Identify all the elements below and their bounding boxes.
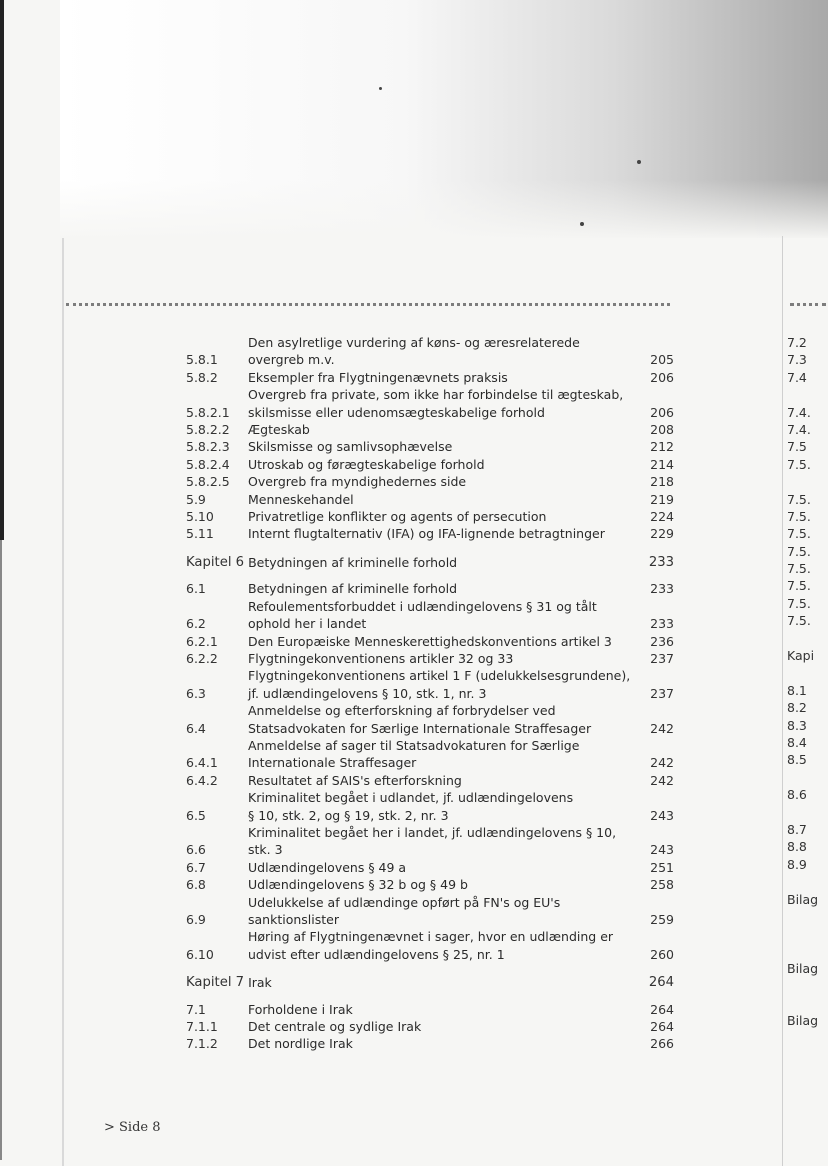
toc-title-line: Internationale Straffesager <box>248 755 417 771</box>
toc-section-title <box>248 525 646 542</box>
toc-entry <box>186 789 674 824</box>
toc-section-title <box>248 491 646 508</box>
toc-title-line: Ægteskab <box>248 422 310 438</box>
toc-entry <box>186 667 674 702</box>
toc-section-title <box>248 386 646 421</box>
facing-page-fragment <box>787 386 828 403</box>
facing-page-fragment: Kapi <box>787 648 815 664</box>
toc-page-number: 242 <box>650 755 674 771</box>
toc-title-line: Irak <box>248 975 272 991</box>
facing-page-fragment: 8.4 <box>787 734 807 750</box>
facing-page-fragment: 7.2 <box>787 335 807 350</box>
toc-section-number: 6.3 <box>186 685 206 701</box>
toc-entry <box>186 369 674 386</box>
toc-title-line: ophold her i landet <box>248 616 367 632</box>
toc-title-line: Overgreb fra private, som ikke har forbindelse til ægteskab, <box>248 387 624 403</box>
toc-section-title <box>248 456 646 473</box>
facing-page-column <box>787 334 828 1030</box>
toc-page-number: 243 <box>650 842 674 858</box>
facing-page-fragment <box>787 804 828 821</box>
toc-page-number: 259 <box>650 912 674 927</box>
toc-section-title <box>248 508 646 525</box>
facing-page-fragment <box>787 873 828 890</box>
toc-title-line: overgreb m.v. <box>248 352 335 368</box>
toc-section-number: 7.1 <box>186 1001 206 1017</box>
toc-section-title <box>248 598 646 633</box>
toc-section-title <box>248 334 646 369</box>
toc-section-title <box>248 1018 646 1035</box>
toc-entry <box>186 650 674 667</box>
toc-page-number: 219 <box>650 491 674 507</box>
facing-page-fragment: 7.5. <box>787 526 811 542</box>
facing-page-fragment <box>787 473 828 490</box>
facing-page-fragment: 7.5. <box>787 561 811 577</box>
toc-title-line: Refoulementsforbuddet i udlændingelovens § 31 og tålt <box>248 598 597 614</box>
toc-entry <box>186 772 674 789</box>
toc-title-line: jf. udlændingelovens § 10, stk. 1, nr. 3 <box>248 685 487 701</box>
toc-section-title <box>248 824 646 859</box>
toc-section-number: 5.9 <box>186 491 206 507</box>
toc-title-line: Udlændingelovens § 32 b og § 49 b <box>248 877 468 893</box>
toc-page-number: 264 <box>648 975 674 991</box>
toc-page-number: 266 <box>650 1036 674 1052</box>
facing-page-fragment <box>787 977 828 994</box>
scan-shadow-fade <box>60 180 828 240</box>
toc-entry <box>186 438 674 455</box>
toc-entry <box>186 473 674 490</box>
toc-section-title <box>248 1035 646 1052</box>
toc-section-title <box>248 473 646 490</box>
toc-section-number: 7.1.2 <box>186 1036 218 1052</box>
toc-entry <box>186 928 674 963</box>
facing-page-fragment: Bilag <box>787 1013 819 1029</box>
toc-section-number: 5.8.2.1 <box>186 404 230 420</box>
toc-section-title <box>248 1001 646 1018</box>
scan-speck <box>580 222 584 226</box>
toc-section-number: Kapitel 7 <box>186 975 245 991</box>
toc-section-title <box>248 369 646 386</box>
toc-section-title <box>248 737 646 772</box>
toc-page-number: 224 <box>650 509 674 525</box>
toc-section-title <box>248 876 646 893</box>
toc-page-number: 233 <box>648 554 674 570</box>
facing-page-fragment: 8.1 <box>787 682 807 698</box>
toc-title-line: Udlændingelovens § 49 a <box>248 859 407 875</box>
toc-section-title <box>248 772 646 789</box>
facing-page-fragment: 8.7 <box>787 821 807 837</box>
toc-entry <box>186 491 674 508</box>
toc-section-title <box>248 438 646 455</box>
toc-section-title <box>248 702 646 737</box>
toc-title-line: Anmeldelse af sager til Statsadvokaturen for Særlige <box>248 737 580 753</box>
toc-page-number: 206 <box>650 404 674 420</box>
toc-title-line: Udelukkelse af udlændinge opført på FN's og EU's sanktionslister <box>248 894 561 927</box>
facing-page-edge <box>782 236 783 1166</box>
page-edge <box>62 238 64 1166</box>
facing-page-fragment: 7.5. <box>787 543 811 559</box>
toc-entry <box>186 386 674 421</box>
scan-speck <box>637 160 641 164</box>
facing-page-fragment <box>787 995 828 1012</box>
toc-page-number: 237 <box>650 650 674 666</box>
toc-page-number: 260 <box>650 946 674 962</box>
toc-title-line: Overgreb fra myndighedernes side <box>248 474 467 490</box>
facing-page-fragment: 8.9 <box>787 856 807 872</box>
toc-entry <box>186 633 674 650</box>
toc-title-line: Betydningen af kriminelle forhold <box>248 554 458 570</box>
toc-title-line: Høring af Flygtningenævnet i sager, hvor en udlænding er <box>248 929 614 945</box>
toc-entry <box>186 1001 674 1018</box>
facing-page-fragment: 8.3 <box>787 717 807 733</box>
toc-title-line: Kriminalitet begået i udlandet, jf. udlændingelovens <box>248 790 574 806</box>
toc-entry <box>186 1035 674 1052</box>
toc-section-title <box>248 974 646 991</box>
facing-page-fragment <box>787 630 828 647</box>
toc-section-title <box>248 580 646 597</box>
toc-section-title <box>248 633 646 650</box>
toc-section-title <box>248 859 646 876</box>
toc-section-title <box>248 928 646 963</box>
toc-chapter-heading <box>186 554 674 571</box>
facing-page-fragment: 7.4. <box>787 404 811 420</box>
toc-page-number: 233 <box>650 616 674 632</box>
toc-entry <box>186 876 674 893</box>
toc-entry <box>186 421 674 438</box>
toc-entry <box>186 508 674 525</box>
toc-title-line: Utroskab og førægteskabelige forhold <box>248 456 485 472</box>
facing-page-fragment: 8.6 <box>787 787 807 803</box>
toc-entry <box>186 525 674 542</box>
toc-title-line: Internt flugtalternativ (IFA) og IFA-lignende betragtninger <box>248 526 605 542</box>
toc-entry <box>186 894 674 929</box>
toc-section-number: 6.2 <box>186 616 206 632</box>
toc-title-line: Det nordlige Irak <box>248 1036 353 1052</box>
toc-section-number: 6.2.2 <box>186 650 218 666</box>
toc-entry <box>186 1018 674 1035</box>
toc-title-line: Anmeldelse og efterforskning af forbrydelser ved <box>248 703 556 719</box>
toc-page-number: 208 <box>650 422 674 438</box>
toc-page-number: 229 <box>650 526 674 542</box>
toc-page-number: 237 <box>650 685 674 701</box>
toc-title-line: Resultatet af SAIS's efterforskning <box>248 772 462 788</box>
toc-page-number: 212 <box>650 439 674 455</box>
toc-title-line: Skilsmisse og samlivsophævelse <box>248 439 453 455</box>
toc-section-number: 5.11 <box>186 526 214 542</box>
toc-section-number: 6.4.1 <box>186 755 218 771</box>
facing-page-fragment <box>787 769 828 786</box>
toc-section-title <box>248 789 646 824</box>
toc-section-title <box>248 421 646 438</box>
toc-page-number: 243 <box>650 807 674 823</box>
toc-entry <box>186 334 674 369</box>
toc-entry <box>186 456 674 473</box>
toc-title-line: Statsadvokaten for Særlige Internationale Straffesager <box>248 720 592 736</box>
facing-page-fragment: 7.5. <box>787 595 811 611</box>
facing-page-fragment <box>787 943 828 960</box>
facing-page-fragment <box>787 664 828 681</box>
dotted-header-rule <box>66 303 670 306</box>
toc-page-number: 264 <box>650 1019 674 1035</box>
toc-chapter-heading <box>186 974 674 991</box>
toc-entry <box>186 859 674 876</box>
toc-title-line: Flygtningekonventionens artikler 32 og 33 <box>248 650 514 666</box>
facing-page-fragment: 8.8 <box>787 839 807 855</box>
toc-page-number: 218 <box>650 474 674 490</box>
table-of-contents <box>186 334 674 1053</box>
toc-title-line: Den Europæiske Menneskerettighedskonventions artikel 3 <box>248 633 612 649</box>
toc-section-number: 5.8.2.5 <box>186 474 230 490</box>
facing-page-fragment: 7.3 <box>787 352 807 368</box>
scan-left-edge <box>0 0 4 540</box>
facing-page-fragment: 8.5 <box>787 752 807 768</box>
facing-page-fragment: 7.5. <box>787 456 811 472</box>
toc-section-number: 5.8.2.3 <box>186 439 230 455</box>
toc-section-title <box>248 554 646 571</box>
facing-page-fragment: Bilag <box>787 891 819 907</box>
toc-title-line: Menneskehandel <box>248 491 354 507</box>
toc-section-number: 6.2.1 <box>186 633 218 649</box>
toc-section-number: 5.8.1 <box>186 352 218 368</box>
toc-section-number: 6.1 <box>186 581 206 597</box>
toc-section-number: Kapitel 6 <box>186 554 245 570</box>
scan-speck <box>379 87 382 90</box>
toc-title-line: Forholdene i Irak <box>248 1001 353 1017</box>
toc-page-number: 242 <box>650 772 674 788</box>
toc-title-line: Betydningen af kriminelle forhold <box>248 581 458 597</box>
toc-entry <box>186 702 674 737</box>
toc-title-line: Kriminalitet begået her i landet, jf. udlændingelovens § 10, stk. 3 <box>248 824 617 858</box>
dotted-header-rule-right <box>790 303 826 306</box>
toc-title-line: § 10, stk. 2, og § 19, stk. 2, nr. 3 <box>248 807 449 823</box>
toc-title-line: Eksempler fra Flygtningenævnets praksis <box>248 369 508 385</box>
toc-section-title <box>248 894 646 929</box>
toc-section-number: 5.10 <box>186 509 214 525</box>
toc-section-number: 5.8.2 <box>186 369 218 385</box>
toc-page-number: 251 <box>650 859 674 875</box>
toc-entry <box>186 598 674 633</box>
toc-section-title <box>248 650 646 667</box>
toc-section-number: 6.4.2 <box>186 772 218 788</box>
toc-section-number: 6.6 <box>186 842 206 858</box>
toc-section-number: 6.9 <box>186 912 206 927</box>
scan-left-edge-lower <box>0 540 2 1160</box>
toc-section-title <box>248 667 646 702</box>
facing-page-fragment <box>787 925 828 942</box>
toc-page-number: 242 <box>650 720 674 736</box>
toc-section-number: 5.8.2.2 <box>186 422 230 438</box>
toc-page-number: 214 <box>650 456 674 472</box>
toc-title-line: Flygtningekonventionens artikel 1 F (udelukkelsesgrundene), <box>248 668 631 684</box>
facing-page-fragment: 7.5. <box>787 578 811 594</box>
toc-section-number: 6.10 <box>186 946 214 962</box>
toc-section-number: 6.4 <box>186 720 206 736</box>
toc-page-number: 206 <box>650 369 674 385</box>
toc-section-number: 6.8 <box>186 877 206 893</box>
toc-page-number: 264 <box>650 1001 674 1017</box>
toc-section-number: 5.8.2.4 <box>186 456 230 472</box>
facing-page-fragment: 7.4. <box>787 421 811 437</box>
toc-entry <box>186 824 674 859</box>
facing-page-fragment: 7.4 <box>787 369 807 385</box>
facing-page-fragment: 7.5. <box>787 491 811 507</box>
facing-page-fragment: 7.5. <box>787 613 811 629</box>
toc-entry <box>186 737 674 772</box>
facing-page-fragment <box>787 908 828 925</box>
toc-title-line: skilsmisse eller udenomsægteskabelige forhold <box>248 404 545 420</box>
toc-section-number: 6.7 <box>186 859 206 875</box>
toc-page-number: 236 <box>650 633 674 649</box>
toc-title-line: udvist efter udlændingelovens § 25, nr. 1 <box>248 946 505 962</box>
toc-section-number: 6.5 <box>186 807 206 823</box>
facing-page-fragment: 7.5. <box>787 508 811 524</box>
toc-title-line: Det centrale og sydlige Irak <box>248 1019 422 1035</box>
facing-page-fragment: 7.5 <box>787 439 807 455</box>
toc-title-line: Privatretlige konflikter og agents of persecution <box>248 509 547 525</box>
page-footer: > Side 8 <box>104 1120 161 1135</box>
facing-page-fragment: Bilag <box>787 961 819 977</box>
toc-page-number: 205 <box>650 352 674 368</box>
toc-title-line: Den asylretlige vurdering af køns- og æresrelaterede <box>248 335 580 350</box>
facing-page-fragment: 8.2 <box>787 700 807 716</box>
toc-section-number: 7.1.1 <box>186 1019 218 1035</box>
toc-page-number: 233 <box>650 581 674 597</box>
toc-entry <box>186 580 674 597</box>
toc-page-number: 258 <box>650 877 674 893</box>
